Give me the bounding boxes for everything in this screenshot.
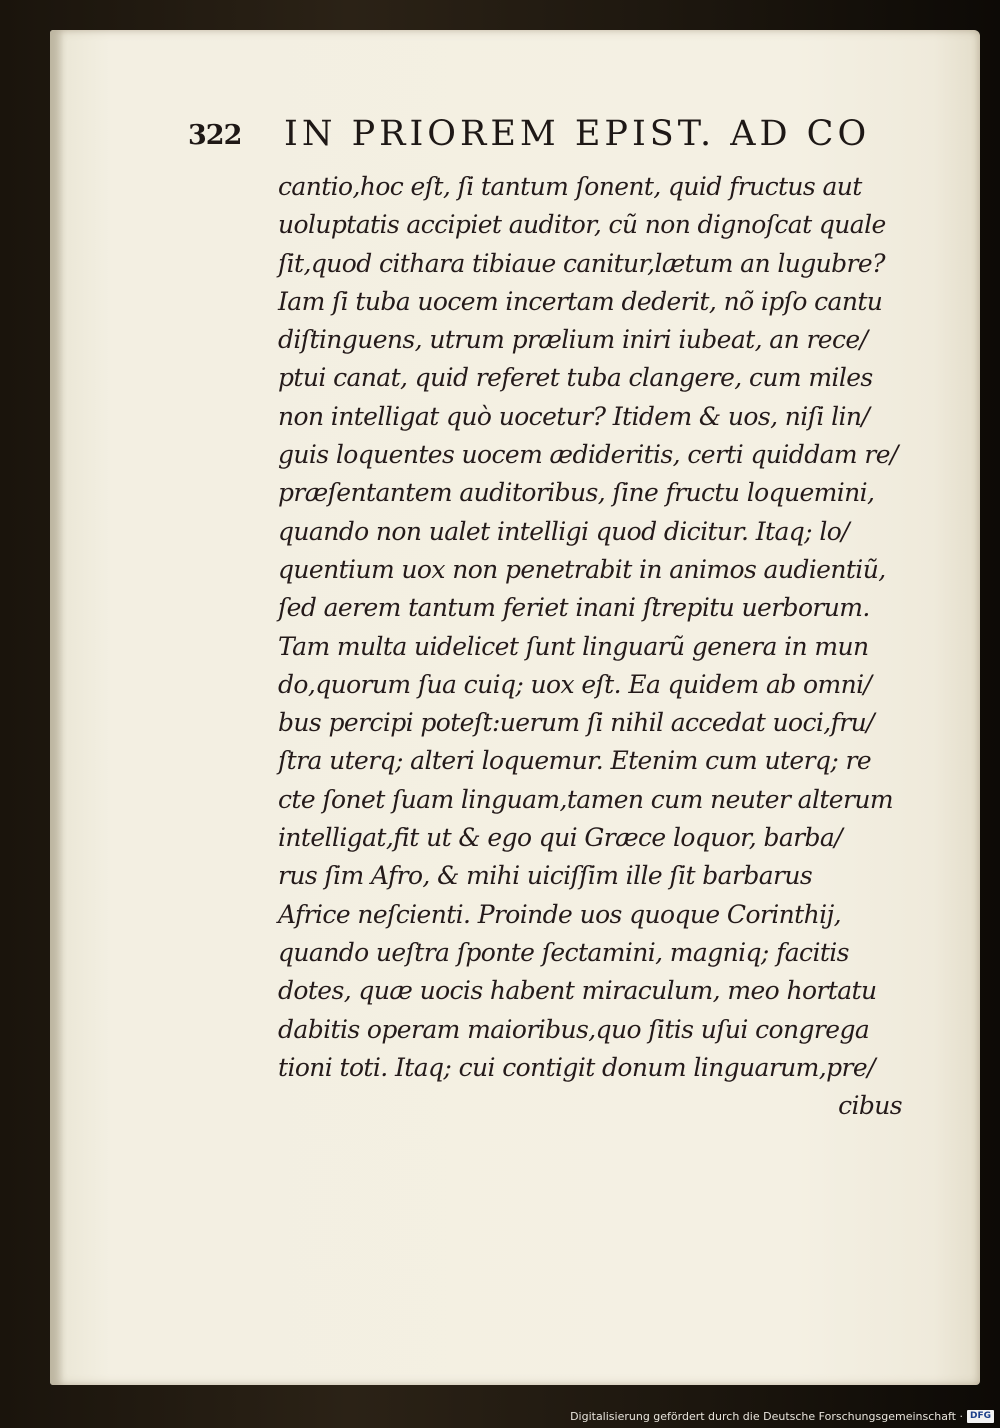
text-line: ſed aerem tantum feriet inani ſtrepitu uerborum.	[278, 593, 870, 623]
text-line: quando ueſtra ſponte ſectamini, magniq; facitis	[278, 937, 849, 967]
text-line: uoluptatis accipiet auditor, cũ non dignoſcat quale	[278, 210, 886, 240]
text-line: quentium uox non penetrabit in animos audientiũ,	[278, 554, 886, 584]
text-line: Iam ſi tuba uocem incertam dederit, nõ ipſo cantu	[278, 286, 883, 316]
text-line: Tam multa uidelicet ſunt linguarũ genera in mun	[278, 631, 869, 661]
text-line: ſtra uterq; alteri loquemur. Etenim cum uterq; re	[278, 746, 872, 776]
text-line: ſit,quod cithara tibiaue canitur,lætum an lugubre?	[278, 248, 885, 278]
text-line: præſentantem auditoribus, ſine fructu loquemini,	[278, 478, 875, 508]
page-gutter-shadow	[50, 30, 64, 1385]
page-header	[188, 112, 910, 162]
text-line: quando non ualet intelligi quod dicitur. Itaq; lo/	[278, 516, 849, 546]
text-line: guis loquentes uocem ædideritis, certi quiddam re/	[278, 440, 898, 470]
body-text	[278, 168, 908, 1125]
catchword: cibus	[838, 1091, 902, 1121]
text-line: rus ſim Afro, & mihi uiciſſim ille ſit barbarus	[278, 861, 813, 891]
page-number: 322	[188, 120, 242, 151]
text-line: cte ſonet ſuam linguam,tamen cum neuter alterum	[278, 784, 893, 814]
text-line: dabitis operam maioribus,quo ſitis uſui congrega	[278, 1014, 870, 1044]
text-line: do,quorum ſua cuiq; uox eſt. Ea quidem ab omni/	[278, 669, 872, 699]
text-line: intelligat,fit ut & ego qui Græce loquor, barba/	[278, 823, 843, 853]
digitization-footer	[570, 1408, 994, 1424]
funding-credit: Digitalisierung gefördert durch die Deutsche Forschungsgemeinschaft ·	[570, 1409, 963, 1423]
text-line: tioni toti. Itaq; cui contigit donum linguarum,pre/	[278, 1052, 875, 1082]
text-line: Africe neſcienti. Proinde uos quoque Corinthij,	[278, 899, 841, 929]
text-line: bus percipi poteſt:uerum ſi nihil accedat uoci,fru/	[278, 708, 874, 738]
running-head: IN PRIOREM EPIST. AD CO	[284, 114, 871, 154]
text-line: diſtinguens, utrum prælium iniri iubeat, an rece/	[278, 325, 868, 355]
text-line: dotes, quæ uocis habent miraculum, meo hortatu	[278, 976, 877, 1006]
text-line: cantio,hoc eſt, ſi tantum ſonent, quid fructus aut	[278, 172, 862, 201]
text-line: non intelligat quò uocetur? Itidem & uos, niſi lin/	[278, 401, 870, 431]
dfg-logo-icon: DFG	[967, 1410, 994, 1423]
text-line: ptui canat, quid referet tuba clangere, cum miles	[278, 363, 873, 393]
